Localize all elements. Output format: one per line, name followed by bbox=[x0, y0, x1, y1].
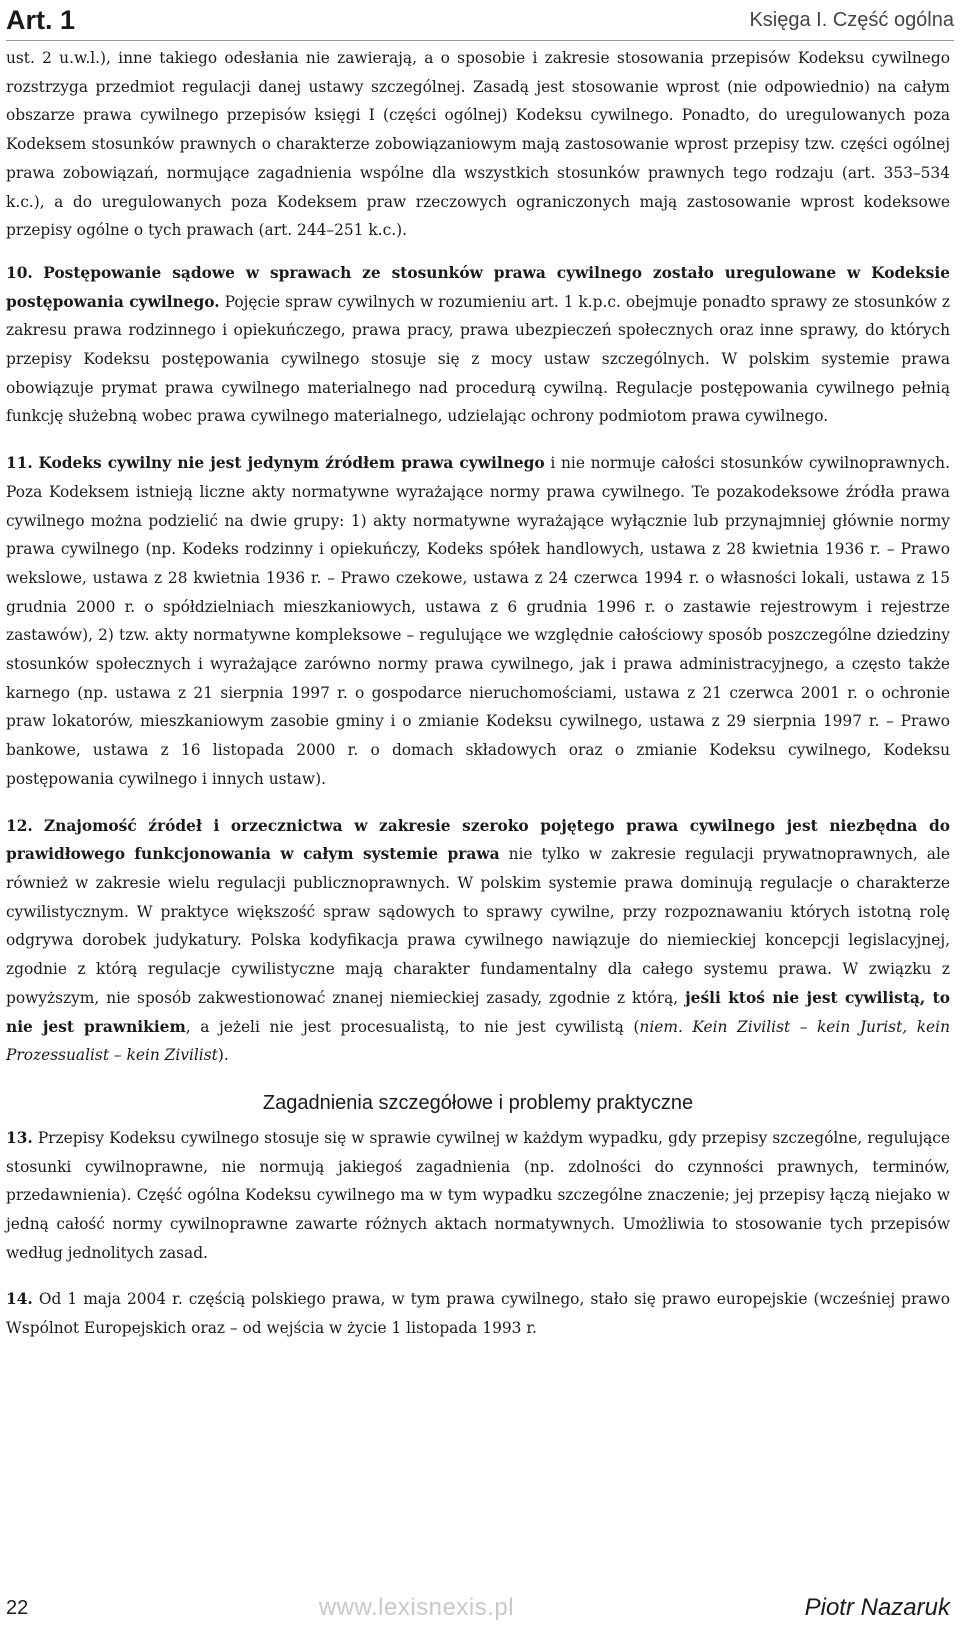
book-label: Księga I. Część ogólna bbox=[749, 8, 954, 31]
paragraph-text: ). bbox=[217, 1046, 229, 1065]
paragraph-bold-lead: Postępowanie sądowe w sprawach ze stosunków prawa cywilnego zostało uregulowane w Kodeksie postępowania cywilnego. bbox=[6, 263, 950, 311]
page-footer bbox=[6, 1588, 950, 1628]
page-header bbox=[6, 0, 954, 41]
paragraph-text: ust. 2 u.w.l.), inne takiego odesłania nie zawierają, a o sposobie i zakresie stosowania przepisów Kodeksu cywilnego rozstrzyga przedmiot regulacji danej ustawy szczególnej. Zasadą jest stosowanie wprost (nie odpowiednio) na całym obszarze prawa cywilnego przepisów księgi I (części ogólnej) Kodeksu cywilnego. Ponadto, do uregulowanych poza Kodeksem stosunków prawnych o charakterze zobowiązaniowym mają zastosowanie wprost przepisy tzw. części ogólnej prawa zobowiązań, normujące zagadnienia wspólne dla wszystkich stosunków prawnych tego rodzaju (art. 353–534 k.c.), a do uregulowanych poza Kodeksem praw rzeczowych ograniczonych mają zastosowanie wprost kodeksowe przepisy ogólne o tych prawach (art. 244–251 k.c.). bbox=[6, 49, 950, 240]
paragraph-11 bbox=[6, 449, 950, 793]
page-number: 22 bbox=[6, 1596, 29, 1619]
page-content bbox=[6, 40, 950, 1343]
paragraph-text: Przepisy Kodeksu cywilnego stosuje się w sprawie cywilnej w każdym wypadku, gdy przepisy szczególne, regulujące stosunki cywilnoprawne, nie normują jakiegoś zagadnienia (np. zdolności do czynności prawnych, terminów, przedawnienia). Część ogólna Kodeksu cywilnego ma w tym wypadku szczególne znaczenie; jej przepisy łączą niejako w jedną całość normy cywilnoprawne zawarte różnych aktach normatywnych. Umożliwia to stosowanie tych przepisów według jednolitych zasad. bbox=[6, 1128, 950, 1262]
paragraph-13 bbox=[6, 1124, 950, 1268]
paragraph-12 bbox=[6, 812, 950, 1070]
section-heading: Zagadnienia szczegółowe i problemy praktyczne bbox=[262, 1091, 694, 1114]
paragraph-bold-lead: Kodeks cywilny nie jest jedynym źródłem prawa cywilnego bbox=[38, 454, 545, 473]
paragraph-number: 12. bbox=[6, 816, 33, 835]
paragraph-14 bbox=[6, 1285, 950, 1342]
paragraph-text: nie tylko w zakresie regulacji prywatnoprawnych, ale również w zakresie wielu regulacji publicznoprawnych. W polskim systemie prawa dominują regulacje o charakterze cywilistycznym. W praktyce większość spraw sądowych to sprawy cywilne, przy rozpoznawaniu których istotną rolę odgrywa dorobek judykatury. Polska kodyfikacja prawa cywilnego nawiązuje do niemieckiej koncepcji legislacyjnej, zgodnie z którą regulacje cywilistyczne mają charakter fundamentalny dla całego systemu prawa. W związku z powyższym, nie sposób zakwestionować znanej niemieckiej zasady, zgodnie z którą, bbox=[6, 845, 950, 1007]
paragraph-number: 10. bbox=[6, 263, 33, 282]
paragraph-number: 11. bbox=[6, 454, 33, 473]
paragraph-bold-quote: jeśli ktoś nie jest cywilistą, to nie jest prawnikiem bbox=[6, 988, 950, 1036]
paragraph-text: Od 1 maja 2004 r. częścią polskiego prawa, w tym prawa cywilnego, stało się prawo europejskie (wcześniej prawo Wspólnot Europejskich oraz – od wejścia w życie 1 listopada 1993 r. bbox=[6, 1290, 950, 1338]
paragraph-9-continuation bbox=[6, 40, 950, 245]
article-label: Art. 1 bbox=[6, 4, 76, 35]
paragraph-number: 13. bbox=[6, 1128, 33, 1147]
paragraph-text: i nie normuje całości stosunków cywilnoprawnych. Poza Kodeksem istnieją liczne akty normatywne wyrażające normy prawa cywilnego. Te pozakodeksowe źródła prawa cywilnego można podzielić na dwie grupy: 1) akty normatywne wyrażające wyłącznie lub przynajmniej głównie normy prawa cywilnego (np. Kodeks rodzinny i opiekuńczy, Kodeks spółek handlowych, ustawa z 28 kwietnia 1936 r. – Prawo wekslowe, ustawa z 28 kwietnia 1936 r. – Prawo czekowe, ustawa z 24 czerwca 1994 r. o własności lokali, ustawa z 15 grudnia 2000 r. o spółdzielniach mieszkaniowych, ustawa z 6 grudnia 1996 r. o zastawie rejestrowym i rejestrze zastawów), 2) tzw. akty normatywne kompleksowe – regulujące we względnie całościowy sposób poszczególne dziedziny stosunków społecznych i wyrażające zarówno normy prawa cywilnego, jak i prawa administracyjnego, a często także karnego (np. ustawa z 21 sierpnia 1997 r. o gospodarce nieruchomościami, ustawa z 21 czerwca 2001 r. o ochronie praw lokatorów, mieszkaniowym zasobie gminy i o zmianie Kodeksu cywilnego, ustawa z 29 sierpnia 1997 r. – Prawo bankowe, ustawa z 16 listopada 2000 r. o domach składowych oraz o zmianie Kodeksu cywilnego, Kodeksu postępowania cywilnego i innych ustaw). bbox=[6, 454, 950, 788]
author-name: Piotr Nazaruk bbox=[804, 1594, 950, 1621]
paragraph-number: 14. bbox=[6, 1290, 33, 1309]
paragraph-10 bbox=[6, 259, 950, 431]
paragraph-text: , a jeżeli nie jest procesualistą, to nie jest cywilistą ( bbox=[185, 1017, 640, 1036]
paragraph-text: Pojęcie spraw cywilnych w rozumieniu art. 1 k.p.c. obejmuje ponadto sprawy ze stosunków z zakresu prawa rodzinnego i opiekuńczego, prawa pracy, prawa ubezpieczeń społecznych oraz inne sprawy, do których przepisy Kodeksu postępowania cywilnego stosuje się z mocy ustaw szczególnych. W polskim systemie prawa obowiązuje prymat prawa cywilnego materialnego nad procedurą cywilną. Regulacje postępowania cywilnego pełnią funkcję służebną wobec prawa cywilnego materialnego, udzielając ochrony podmiotom prawa cywilnego. bbox=[6, 292, 950, 426]
paragraph-bold-lead: Znajomość źródeł i orzecznictwa w zakresie szeroko pojętego prawa cywilnego jest niezbędna do prawidłowego funkcjonowania w całym systemie prawa bbox=[6, 816, 950, 864]
paragraph-italic-quote: niem. Kein Zivilist – kein Jurist, kein Prozessualist – kein Zivilist bbox=[6, 1017, 950, 1065]
publisher-website-link[interactable]: www.lexisnexis.pl bbox=[318, 1594, 515, 1621]
